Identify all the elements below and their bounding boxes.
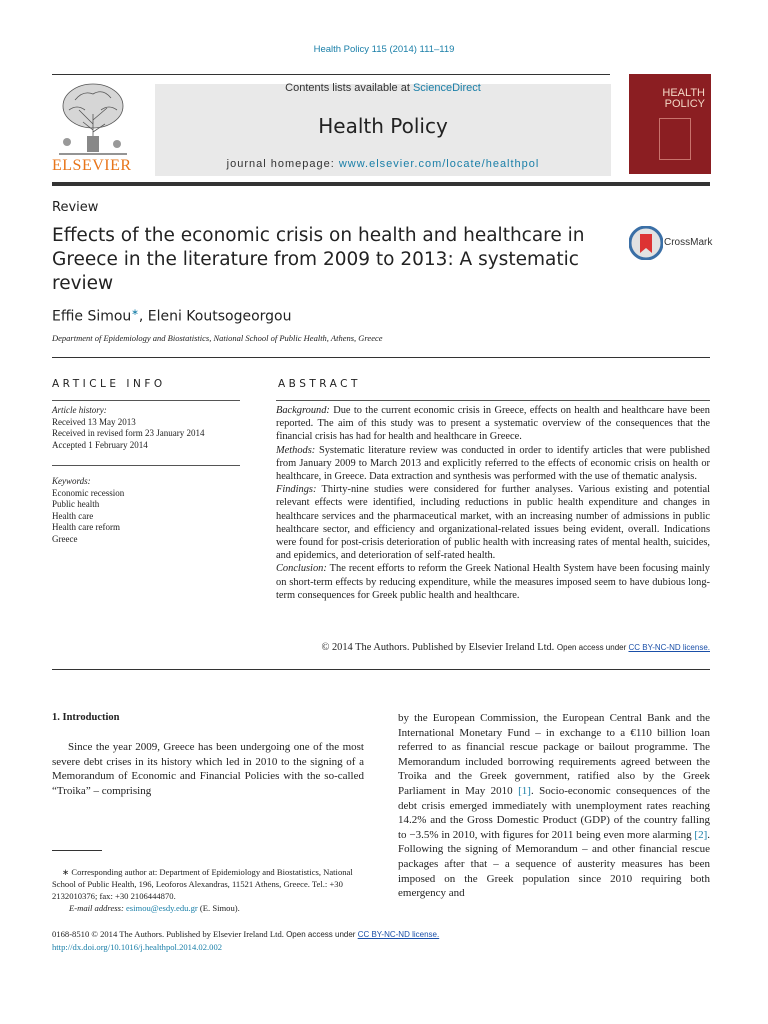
section-heading-introduction: 1. Introduction	[52, 712, 120, 723]
abstract-rule	[276, 400, 710, 401]
intro-paragraph-right	[398, 711, 710, 901]
background-label: Background:	[276, 405, 330, 416]
keyword: Economic recession	[52, 487, 125, 498]
header-top-rule	[52, 74, 610, 75]
abstract-findings	[276, 483, 710, 562]
author-list	[52, 308, 291, 325]
footnote-rule	[52, 850, 102, 851]
email-label: E-mail address:	[69, 903, 126, 913]
cover-title-line2: POLICY	[664, 98, 705, 110]
findings-text: Thirty-nine studies were considered for further analyses. Various existing and potential relevant effects were identified, including reductions in public health expenditure and changes in healthcare services and the pharmaceutical market, with an increasing number of admissions in public healthcare sector, and efficiency and organizational-related issues being evident, overall. Indications were found for post-crisis deterioration of public health with increasing rates of mental health, suicides, and epidemics, and deterioration of self-rated health.	[276, 484, 710, 562]
homepage-label: journal homepage:	[226, 158, 339, 170]
conclusion-text: The recent efforts to reform the Greek National Health System have been focusing mainly on short-term effects by reducing expenditure, while the measures imposed seem to have dubious long-term consequences for Greek public health and healthcare.	[276, 563, 710, 601]
paper-title: Effects of the economic crisis on health and healthcare in Greece in the literature from 2009 to 2013: A systematic review	[52, 225, 585, 294]
corresponding-author-footnote	[52, 866, 364, 914]
author-name[interactable]: , Eleni Koutsogeorgou	[138, 308, 292, 325]
intro-text: . Socio-economic consequences of the debt crisis emerged immediately with unemployment rates reaching 14.2% and the Gross Domestic Product (GDP) of the country falling to −3.5% in 2010, with figures for 2011 being even more alarming	[398, 784, 710, 841]
crossmark-badge[interactable]	[629, 226, 713, 260]
page-footer	[52, 928, 439, 953]
journal-homepage	[155, 158, 611, 170]
keyword: Health care reform	[52, 522, 120, 532]
intro-text: by the European Commission, the European Central Bank and the International Monetary Fund – in exchange to a €110 billion loan referred to as financial rescue package or bailout programme. The Memorandum included borrowing requirements agreed between the Troika and the Greek government, ratified also by the Greek Parliament in May 2010	[398, 712, 710, 797]
received-date: Received 13 May 2013	[52, 416, 136, 427]
article-type: Review	[52, 200, 99, 215]
article-info-heading: ARTICLE INFO	[52, 378, 166, 390]
contents-availability	[155, 82, 611, 94]
crossmark-label: CrossMark	[664, 237, 713, 248]
journal-title: Health Policy	[318, 114, 448, 138]
keyword: Greece	[52, 533, 78, 544]
keywords	[52, 476, 240, 545]
author-name[interactable]: Effie Simou	[52, 308, 132, 325]
crossmark-icon	[629, 226, 663, 260]
intro-text: . Following the signing of Memorandum – and other financial rescue packages after that – a sequence of austerity measures has been imposed on the Greek population since 2010 requiring both emergency and	[398, 828, 710, 900]
keywords-label: Keywords:	[52, 476, 91, 486]
doi-link[interactable]: http://dx.doi.org/10.1016/j.healthpol.2014.02.002	[52, 942, 223, 952]
accepted-date: Accepted 1 February 2014	[52, 439, 148, 450]
abstract-background	[276, 404, 710, 444]
history-label: Article history:	[52, 405, 107, 415]
article-history	[52, 405, 240, 451]
abstract-body	[276, 404, 710, 602]
issn-line	[52, 928, 439, 941]
elsevier-wordmark[interactable]: ELSEVIER	[52, 157, 132, 174]
cover-title-line1: HEALTH	[662, 87, 705, 99]
info-rule	[52, 465, 240, 466]
methods-label: Methods:	[276, 444, 316, 456]
header-bottom-rule	[52, 182, 710, 186]
copyright-text: © 2014 The Authors. Published by Elsevier Ireland Ltd.	[321, 642, 557, 653]
reference-link[interactable]: [2]	[694, 828, 708, 841]
reference-link[interactable]: [1]	[518, 784, 531, 797]
journal-cover-title	[639, 88, 705, 110]
issn-text: 0168-8510 © 2014 The Authors. Published by Elsevier Ireland Ltd.	[52, 929, 287, 939]
intro-paragraph-left: Since the year 2009, Greece has been undergoing one of the most severe debt crises in its history which led in 2010 to the signing of a Memorandum of Economic and Financial Policies with the so-called “Troika” – comprising	[52, 741, 364, 797]
homepage-link[interactable]: www.elsevier.com/locate/healthpol	[338, 158, 540, 170]
journal-citation[interactable]: Health Policy 115 (2014) 111–119	[313, 44, 455, 55]
footnote-mark: ∗	[62, 867, 70, 877]
abstract-conclusion	[276, 562, 710, 602]
abstract-heading: ABSTRACT	[278, 378, 361, 390]
cover-decoration	[659, 118, 691, 160]
findings-label: Findings:	[276, 484, 317, 496]
corresponding-author-mark[interactable]: ∗	[131, 308, 139, 318]
background-text: Due to the current economic crisis in Greece, effects on health and healthcare have been reported. The aim of this study was to present a systematic overview of the consequences that the financial crisis has had for health and healthcare in Greece.	[276, 405, 710, 443]
open-access-label: Open access under	[556, 643, 629, 652]
keyword: Health care	[52, 510, 94, 521]
contents-prefix: Contents lists available at	[285, 82, 413, 94]
author-affiliation: Department of Epidemiology and Biostatistics, National School of Public Health, Athens, Greece	[52, 333, 383, 343]
abstract-copyright	[276, 642, 710, 653]
conclusion-label: Conclusion:	[276, 563, 327, 575]
revised-date: Received in revised form 23 January 2014	[52, 428, 205, 438]
info-rule	[52, 400, 240, 401]
footnote-text: Corresponding author at: Department of Epidemiology and Biostatistics, National School of Public Health, 196, Leoforos Alexandras, 11521 Athens, Greece. Tel.: +30 2132010376; fax: +30 2106444870.	[52, 867, 353, 901]
methods-text: Systematic literature review was conducted in order to identify articles that were published from January 2009 to March 2013 and explicitly referred to the effects of economic crisis on health or healthcare, in Greece. Data extraction and synthesis was performed with the use of thematic analysis.	[276, 444, 710, 483]
meta-divider	[52, 357, 710, 358]
abstract-methods	[276, 444, 710, 484]
sciencedirect-link[interactable]: ScienceDirect	[412, 82, 481, 94]
email-link[interactable]: esimou@esdy.edu.gr	[125, 903, 198, 913]
elsevier-tree-logo[interactable]	[53, 80, 133, 156]
keyword: Public health	[52, 499, 100, 509]
abstract-bottom-rule	[52, 669, 710, 670]
email-suffix: (E. Simou).	[197, 903, 240, 913]
license-link[interactable]: CC BY-NC-ND license.	[357, 930, 440, 939]
open-access-label: Open access under	[286, 930, 358, 939]
license-link[interactable]: CC BY-NC-ND license.	[628, 643, 710, 652]
